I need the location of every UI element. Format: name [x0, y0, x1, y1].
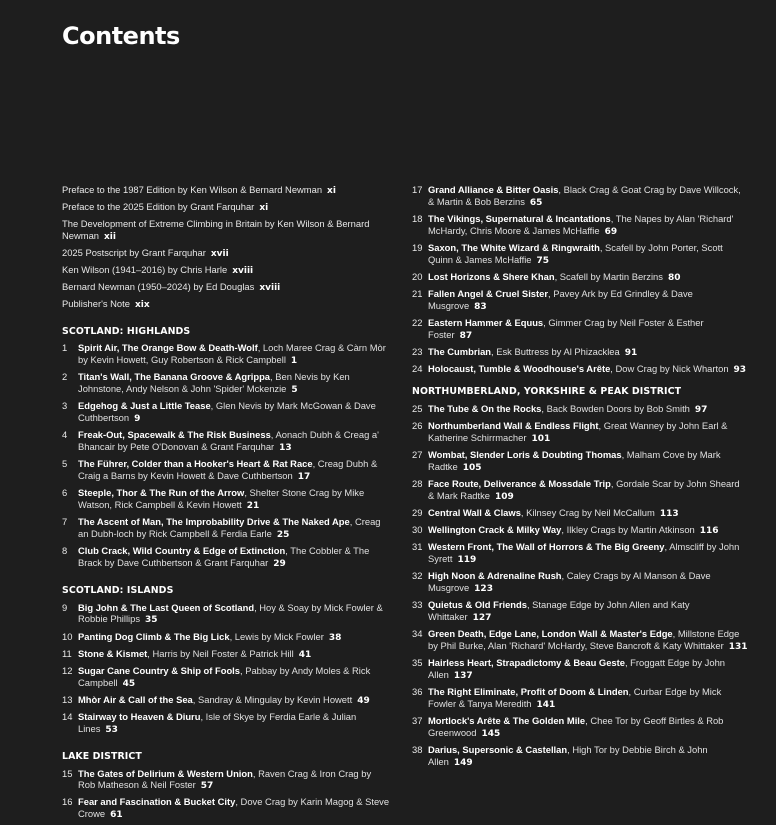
chapter-number: 27 [412, 449, 423, 461]
crag-and-authors: , Pavey Ark by Ed Grindley & Dave Musgrove [428, 288, 693, 311]
page-number: 49 [357, 695, 370, 706]
left-sections [62, 326, 390, 823]
route-names: Fallen Angel & Cruel Sister [428, 288, 548, 300]
preface-title: Publisher's Note [62, 297, 130, 309]
crag-and-authors: , Pabbay by Andy Moles & Rick Campbell [78, 664, 371, 688]
crag-and-authors: , Esk Buttress by Al Phizacklea [491, 346, 620, 358]
toc-entry [62, 342, 390, 368]
crag-and-authors: , Shelter Stone Crag by Mike Watson, Rick Campbell & Kevin Howett [78, 487, 365, 511]
page-number: 123 [474, 584, 493, 595]
chapter-number: 17 [412, 184, 423, 195]
toc-entry [412, 346, 748, 360]
page-number: 131 [728, 642, 748, 653]
toc-entry [412, 403, 748, 417]
toc-entry [62, 694, 390, 708]
toc-section [412, 386, 748, 770]
page-number: 80 [667, 272, 681, 283]
route-names: Saxon, The White Wizard & Ringwraith [428, 241, 600, 253]
contents-right-column [412, 184, 748, 773]
page-number: 119 [457, 555, 477, 566]
route-names: Spirit Air, The Orange Bow & Death-Wolf [78, 342, 258, 354]
toc-entry [412, 686, 748, 712]
crag-and-authors: , Black Crag & Goat Crag by Dave Willcock, & Martin & Bob Berzins [428, 184, 741, 207]
toc-section [62, 326, 390, 571]
toc-entry [412, 242, 748, 268]
crag-and-authors: , Kilnsey Crag by Neil McCallum [520, 507, 655, 519]
toc-entry [62, 545, 390, 571]
crag-and-authors: , Ben Nevis by Ken Johnstone, Andy Nelson & John 'Spider' Mckenzie [78, 371, 350, 395]
chapter-number: 6 [62, 487, 68, 499]
crag-and-authors: , The Napes by Alan 'Richard' McHardy, Chris Moore & James McHaffie [428, 212, 734, 236]
page-number: 75 [536, 255, 550, 266]
crag-and-authors: , Froggatt Edge by John Allen [428, 657, 726, 681]
page-number: 38 [328, 632, 342, 643]
preface-item [62, 281, 390, 295]
page-number: 149 [453, 758, 473, 769]
chapter-number: 16 [62, 796, 73, 808]
route-names: The Ascent of Man, The Improbability Drive & The Naked Ape [78, 516, 350, 528]
toc-entry [62, 648, 390, 662]
page-number: 87 [459, 330, 473, 341]
route-names: Central Wall & Claws [428, 507, 521, 519]
crag-and-authors: , Creag an Dubh-loch by Rick Campbell & Ferdia Earle [78, 516, 381, 539]
preface-item [62, 298, 390, 312]
page-number: xvii [210, 248, 229, 259]
toc-entry [62, 631, 390, 645]
route-names: Fear and Fascination & Bucket City [78, 796, 236, 808]
toc-entry [412, 363, 748, 377]
page-number: 53 [105, 724, 118, 735]
toc-entry [412, 541, 748, 567]
chapter-number: 21 [412, 288, 423, 300]
crag-and-authors: , Chee Tor by Geoff Birtles & Rob Greenwood [428, 715, 724, 739]
route-names: The Right Eliminate, Profit of Doom & Linden [428, 686, 629, 698]
chapter-number: 5 [62, 458, 68, 470]
crag-and-authors: , Caley Crags by Al Manson & Dave Musgrove [428, 570, 711, 594]
toc-section [62, 585, 390, 737]
chapter-number: 2 [62, 371, 68, 383]
page-number: 93 [733, 365, 747, 376]
crag-and-authors: , High Tor by Debbie Birch & John Allen [428, 744, 708, 768]
preface-title: Preface to the 1987 Edition by Ken Wilson & Bernard Newman [62, 184, 323, 195]
toc-entry [62, 665, 390, 691]
page-number: xi [259, 202, 269, 213]
page-number: 5 [291, 385, 298, 396]
chapter-number: 31 [412, 541, 423, 553]
toc-entry [62, 602, 390, 628]
route-names: Eastern Hammer & Equus [428, 317, 544, 329]
page-number: 35 [145, 615, 158, 626]
toc-entry [412, 599, 748, 625]
chapter-number: 13 [62, 693, 73, 705]
crag-and-authors: , Isle of Skye by Ferdia Earle & Julian Lines [78, 711, 357, 734]
chapter-number: 4 [62, 429, 68, 441]
toc-entry [62, 371, 390, 397]
chapter-number: 37 [412, 715, 423, 727]
page-number: 145 [481, 729, 501, 740]
crag-and-authors: , Gimmer Crag by Neil Foster & Esther Foster [428, 317, 704, 340]
chapter-number: 15 [62, 767, 73, 779]
page-number: xviii [232, 265, 254, 276]
toc-entry [412, 317, 748, 343]
route-names: Steeple, Thor & The Run of the Arrow [78, 487, 245, 499]
chapter-number: 12 [62, 664, 73, 676]
page-number: xii [104, 231, 116, 242]
route-names: Northumberland Wall & Endless Flight [428, 420, 599, 432]
route-names: Mhòr Air & Call of the Sea [78, 693, 193, 705]
toc-section [412, 184, 748, 377]
route-names: Club Crack, Wild Country & Edge of Extinction [78, 545, 286, 557]
chapter-number: 7 [62, 516, 68, 528]
crag-and-authors: , Millstone Edge by Phil Burke, Alan 'Richard' McHardy, Steve Bancroft & Katy Whittaker [428, 628, 740, 652]
chapter-number: 18 [412, 212, 423, 224]
chapter-number: 22 [412, 317, 423, 329]
page-number: 13 [279, 443, 292, 454]
crag-and-authors: , Scafell by Martin Berzins [554, 270, 663, 282]
route-names: Wellington Crack & Milky Way [428, 524, 562, 536]
preface-item [62, 201, 390, 215]
route-names: Wombat, Slender Loris & Doubting Thomas [428, 449, 622, 461]
route-names: Face Route, Deliverance & Mossdale Trip [428, 478, 611, 490]
crag-and-authors: , Ilkley Crags by Martin Atkinson [561, 524, 695, 536]
chapter-number: 26 [412, 420, 423, 432]
toc-entry [412, 213, 748, 239]
toc-entry [62, 429, 390, 455]
crag-and-authors: , Almscliff by John Syrett [428, 541, 740, 565]
crag-and-authors: , Loch Maree Crag & Càrn Mòr by Kevin Howett, Guy Robertson & Rick Campbell [78, 342, 386, 366]
crag-and-authors: , Curbar Edge by Mick Fowler & Tanya Meredith [428, 686, 722, 710]
page-number: 141 [536, 700, 556, 711]
chapter-number: 32 [412, 570, 423, 582]
route-names: The Tube & On the Rocks [428, 402, 542, 414]
toc-entry [412, 184, 748, 210]
route-names: Holocaust, Tumble & Woodhouse's Arête [428, 363, 611, 375]
preface-item [62, 264, 390, 278]
route-names: Western Front, The Wall of Horrors & The Big Greeny [428, 541, 665, 553]
toc-entry [62, 768, 390, 794]
route-names: Titan's Wall, The Banana Groove & Agrippa [78, 371, 271, 383]
page-number: 41 [298, 649, 312, 660]
crag-and-authors: , Aonach Dubh & Creag a' Bhancair by Pete O'Donovan & Grant Farquhar [78, 429, 379, 453]
chapter-number: 9 [62, 601, 68, 613]
page-number: 97 [694, 404, 708, 415]
crag-and-authors: , Back Bowden Doors by Bob Smith [541, 402, 690, 414]
toc-entry [412, 288, 748, 314]
crag-and-authors: , Sandray & Mingulay by Kevin Howett [192, 693, 353, 705]
toc-entry [412, 715, 748, 741]
crag-and-authors: , Lewis by Mick Fowler [229, 630, 324, 642]
crag-and-authors: , Dow Crag by Nick Wharton [610, 363, 729, 375]
route-names: The Vikings, Supernatural & Incantations [428, 212, 611, 224]
chapter-number: 19 [412, 241, 423, 253]
page-number: 61 [110, 810, 123, 821]
crag-and-authors: , Scafell by John Porter, Scott Quinn & James McHaffie [428, 241, 723, 265]
route-names: High Noon & Adrenaline Rush [428, 570, 562, 582]
toc-entry [412, 449, 748, 475]
chapter-number: 24 [412, 363, 423, 375]
chapter-number: 3 [62, 400, 68, 412]
section-heading: LAKE DISTRICT [62, 750, 142, 762]
route-names: Lost Horizons & Shere Khan [428, 270, 555, 282]
toc-entry [412, 478, 748, 504]
crag-and-authors: , Harris by Neil Foster & Patrick Hill [147, 647, 294, 659]
chapter-number: 30 [412, 524, 423, 536]
route-names: Mortlock's Arête & The Golden Mile [428, 715, 586, 727]
toc-entry [412, 570, 748, 596]
section-heading: SCOTLAND: HIGHLANDS [62, 325, 191, 337]
page-number: 29 [273, 558, 286, 569]
route-names: Quietus & Old Friends [428, 599, 527, 611]
preface-title: 2025 Postscript by Grant Farquhar [62, 246, 206, 258]
page-number: 127 [472, 613, 492, 624]
section-heading: SCOTLAND: ISLANDS [62, 584, 174, 596]
route-names: Green Death, Edge Lane, London Wall & Master's Edge [428, 628, 673, 640]
crag-and-authors: , Malham Cove by Mark Radtke [428, 449, 721, 472]
toc-entry [412, 628, 748, 654]
preface-item [62, 247, 390, 261]
page-number: 137 [453, 671, 473, 682]
page-number: 113 [659, 509, 679, 520]
crag-and-authors: , Stanage Edge by John Allen and Katy Whittaker [428, 599, 690, 623]
page-number: xix [134, 299, 150, 310]
route-names: Hairless Heart, Strapadictomy & Beau Geste [428, 657, 625, 669]
chapter-number: 36 [412, 686, 423, 698]
chapter-number: 34 [412, 628, 423, 640]
chapter-number: 38 [412, 744, 423, 756]
page-number: 105 [462, 462, 482, 473]
route-names: The Cumbrian [428, 346, 492, 358]
page-number: 1 [290, 356, 298, 367]
chapter-number: 29 [412, 507, 423, 519]
chapter-number: 20 [412, 270, 423, 282]
page-number: 9 [134, 414, 141, 425]
route-names: Big John & The Last Queen of Scotland [78, 601, 255, 613]
crag-and-authors: , Creag Dubh & Craig a Barns by Kevin Howett & Dave Cuthbertson [78, 458, 378, 482]
chapter-number: 35 [412, 657, 423, 669]
page-number: 83 [474, 301, 487, 312]
route-names: Grand Alliance & Bitter Oasis [428, 184, 559, 195]
toc-entry [412, 657, 748, 683]
chapter-number: 1 [62, 342, 68, 354]
page-number: xviii [259, 282, 281, 293]
route-names: Edgehog & Just a Little Tease [78, 400, 211, 412]
page-number: xi [327, 186, 336, 196]
preface-title: Bernard Newman (1950–2024) by Ed Douglas [62, 280, 255, 292]
crag-and-authors: , Great Wanney by John Earl & Katherine Schirrmacher [428, 420, 728, 443]
toc-entry [62, 458, 390, 484]
toc-entry [62, 711, 390, 737]
toc-entry [62, 487, 390, 513]
toc-section [62, 751, 390, 822]
toc-entry [412, 744, 748, 770]
preface-item [62, 184, 390, 198]
crag-and-authors: , Dove Crag by Karin Magog & Steve Crowe [78, 796, 390, 820]
page-number: 91 [624, 348, 638, 359]
route-names: Darius, Supersonic & Castellan [428, 744, 568, 756]
chapter-number: 14 [62, 711, 73, 723]
preface-item [62, 218, 390, 244]
crag-and-authors: , Hoy & Soay by Mick Fowler & Robbie Phillips [78, 601, 383, 625]
page-number: 45 [122, 678, 136, 689]
route-names: Stone & Kismet [78, 647, 148, 659]
crag-and-authors: , Glen Nevis by Mark McGowan & Dave Cuthbertson [78, 400, 376, 424]
route-names: Sugar Cane Country & Ship of Fools [78, 664, 240, 676]
chapter-number: 11 [62, 647, 72, 659]
page-number: 101 [531, 433, 551, 444]
page-number: 65 [529, 197, 543, 208]
chapter-number: 33 [412, 599, 423, 611]
chapter-number: 25 [412, 402, 423, 414]
crag-and-authors: , The Cobbler & The Brack by Dave Cuthbertson & Grant Farquhar [78, 545, 370, 568]
preface-title: The Development of Extreme Climbing in Britain by Ken Wilson & Bernard Newman [62, 217, 370, 241]
toc-entry [62, 516, 390, 542]
chapter-number: 10 [62, 630, 73, 642]
chapter-number: 8 [62, 545, 68, 557]
preface-title: Ken Wilson (1941–2016) by Chris Harle [62, 263, 228, 275]
chapter-number: 23 [412, 346, 423, 358]
crag-and-authors: , Raven Crag & Iron Crag by Rob Matheson & Neil Foster [78, 767, 372, 791]
section-heading: NORTHUMBERLAND, YORKSHIRE & PEAK DISTRICT [412, 386, 682, 398]
page-number: 109 [495, 491, 514, 502]
page-number: 69 [604, 226, 618, 237]
crag-and-authors: , Gordale Scar by John Sheard & Mark Radtke [428, 478, 740, 501]
toc-entry [412, 271, 748, 285]
toc-entry [412, 507, 748, 521]
route-names: The Gates of Delirium & Western Union [78, 767, 253, 779]
right-sections [412, 184, 748, 770]
toc-entry [62, 400, 390, 426]
toc-entry [412, 524, 748, 538]
toc-entry [62, 796, 390, 822]
contents-left-column [62, 184, 390, 825]
route-names: Panting Dog Climb & The Big Lick [78, 630, 230, 642]
page-number: 116 [699, 526, 719, 537]
preface-title: Preface to the 2025 Edition by Grant Farquhar [62, 200, 255, 212]
page-number: 25 [276, 530, 290, 540]
page-number: 57 [200, 781, 214, 792]
preface-list [62, 184, 390, 312]
page-number: 17 [297, 472, 311, 483]
route-names: Stairway to Heaven & Diuru [78, 711, 201, 723]
toc-entry [412, 420, 748, 446]
chapter-number: 28 [412, 478, 423, 490]
page-number: 21 [246, 501, 260, 512]
route-names: The Führer, Colder than a Hooker's Heart & Rat Race [78, 458, 313, 470]
page-title: Contents [62, 22, 180, 51]
route-names: Freak-Out, Spacewalk & The Risk Business [78, 429, 271, 441]
